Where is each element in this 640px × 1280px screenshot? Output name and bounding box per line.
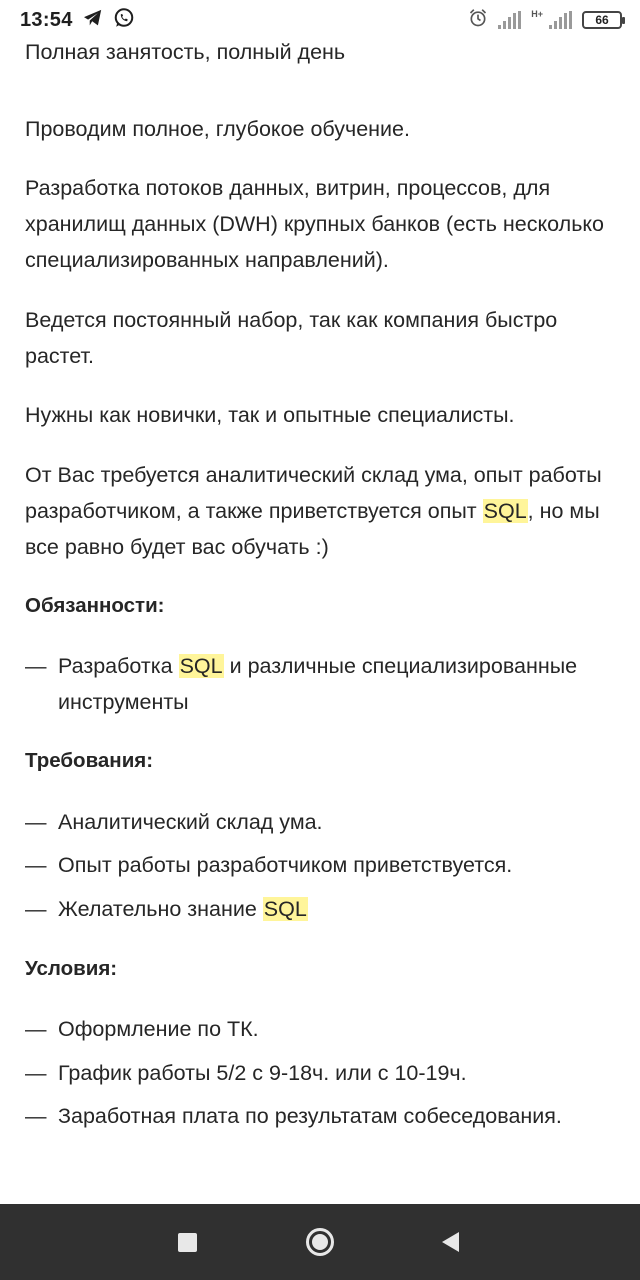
home-icon <box>306 1228 334 1256</box>
alarm-icon <box>468 8 488 33</box>
list-item-text: Опыт работы разработчиком приветствуется. <box>58 853 513 877</box>
list-item <box>25 1011 625 1047</box>
list-marker: — <box>25 1104 47 1128</box>
list-item <box>25 847 625 883</box>
list-item-text: Заработная плата по результатам собеседования. <box>58 1104 562 1128</box>
back-button[interactable] <box>410 1204 490 1280</box>
list-item-text-end: и различные специализированные инструменты <box>58 654 578 714</box>
sql-highlight: SQL <box>483 499 527 523</box>
status-time: 13:54 <box>20 8 73 31</box>
list-item <box>25 1098 625 1134</box>
list-item <box>25 891 625 927</box>
list-marker: — <box>25 897 47 921</box>
list-item <box>25 1055 625 1091</box>
whatsapp-icon <box>113 7 135 34</box>
list-item-text: Аналитический склад ума. <box>58 810 323 834</box>
list-item <box>25 804 625 840</box>
duties-heading: Обязанности: <box>25 594 165 617</box>
intro-paragraph: Проводим полное, глубокое обучение. <box>25 117 410 141</box>
back-icon <box>442 1232 459 1252</box>
who-paragraph: Нужны как новички, так и опытные специалисты. <box>25 403 515 427</box>
hiring-paragraph: Ведется постоянный набор, так как компания быстро растет. <box>25 308 558 368</box>
navigation-bar <box>0 1204 640 1280</box>
sql-highlight: SQL <box>263 897 307 921</box>
list-item-text-start: Разработка <box>58 654 179 678</box>
requirements-paragraph-text: От Вас требуется аналитический склад ума, опыт работы разработчиком, а также приветствуется опыт <box>25 463 602 523</box>
list-item-text: График работы 5/2 с 9-18ч. или с 10-19ч. <box>58 1061 467 1085</box>
requirements-paragraph-tail: , но мы все равно будет вас обучать :) <box>25 499 600 559</box>
recents-button[interactable] <box>147 1204 227 1280</box>
network-type-label: H+ <box>531 9 543 19</box>
list-item-text: Оформление по ТК. <box>58 1017 259 1041</box>
recents-icon <box>178 1233 197 1252</box>
list-item-text-start: Желательно знание <box>58 897 263 921</box>
requirements-paragraph <box>25 457 625 565</box>
list-marker: — <box>25 654 47 678</box>
battery-icon <box>582 11 622 29</box>
requirements-heading: Требования: <box>25 749 154 772</box>
mobile-data-signal-icon <box>549 11 572 29</box>
telegram-icon <box>83 9 103 32</box>
list-marker: — <box>25 1017 47 1041</box>
status-left <box>20 7 135 34</box>
list-item-text <box>58 891 625 927</box>
list-item-text <box>58 648 625 720</box>
conditions-heading: Условия: <box>25 957 118 980</box>
list-marker: — <box>25 810 47 834</box>
list-marker: — <box>25 853 47 877</box>
home-button[interactable] <box>280 1204 360 1280</box>
employment-type: Полная занятость, полный день <box>25 40 346 64</box>
list-marker: — <box>25 1061 47 1085</box>
status-right <box>468 8 622 33</box>
signal-icon <box>498 11 521 29</box>
description-paragraph: Разработка потоков данных, витрин, процессов, для хранилищ данных (DWH) крупных банков (есть несколько специализированных направлений). <box>25 176 604 272</box>
sql-highlight: SQL <box>179 654 223 678</box>
battery-level: 66 <box>595 13 609 27</box>
list-item <box>25 648 625 720</box>
